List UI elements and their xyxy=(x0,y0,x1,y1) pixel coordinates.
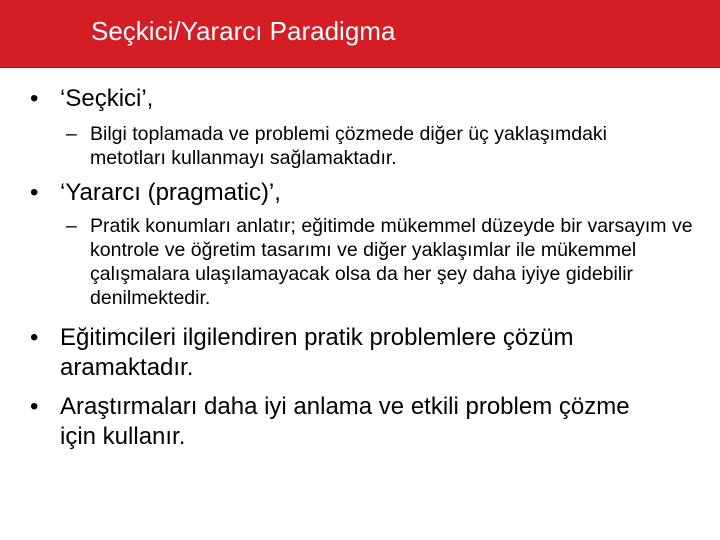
bullet-text: Eğitimcileri ilgilendiren pratik problemlere çözüm aramaktadır. xyxy=(60,324,574,381)
bullet-item-research-use xyxy=(30,392,670,452)
bullet-marker: • xyxy=(30,324,39,351)
dash-marker: – xyxy=(66,123,77,145)
bullet-marker: • xyxy=(30,179,39,206)
sub-item-text: Pratik konumları anlatır; eğitimde mükemmel düzeyde bir varsayım ve kontrole ve öğretim tasarımı ve diğer yaklaşımlar ile mükemmel çalışmalara ulaşılamayacak olsa da her şey daha iyiye gidebilir denilmektedir. xyxy=(90,215,693,309)
bullet-text: Araştırmaları daha iyi anlama ve etkili problem çözme için kullanır. xyxy=(60,393,630,450)
dash-marker: – xyxy=(66,215,77,237)
bullet-item-yararci xyxy=(30,178,690,208)
slide-title: Seçkici/Yararcı Paradigma xyxy=(91,16,396,46)
bullet-item-seckici xyxy=(30,84,690,114)
bullet-marker: • xyxy=(30,85,39,112)
bullet-text: ‘Seçkici’, xyxy=(60,85,154,112)
sub-item-seckici-detail xyxy=(66,122,626,170)
bullet-item-practical-problems xyxy=(30,323,680,383)
bullet-text: ‘Yararcı (pragmatic)’, xyxy=(60,179,281,206)
sub-item-text: Bilgi toplamada ve problemi çözmede diğer üç yaklaşımdaki metotları kullanmayı sağlamaktadır. xyxy=(90,123,607,169)
bullet-marker: • xyxy=(30,393,39,420)
sub-item-yararci-detail xyxy=(66,214,706,310)
